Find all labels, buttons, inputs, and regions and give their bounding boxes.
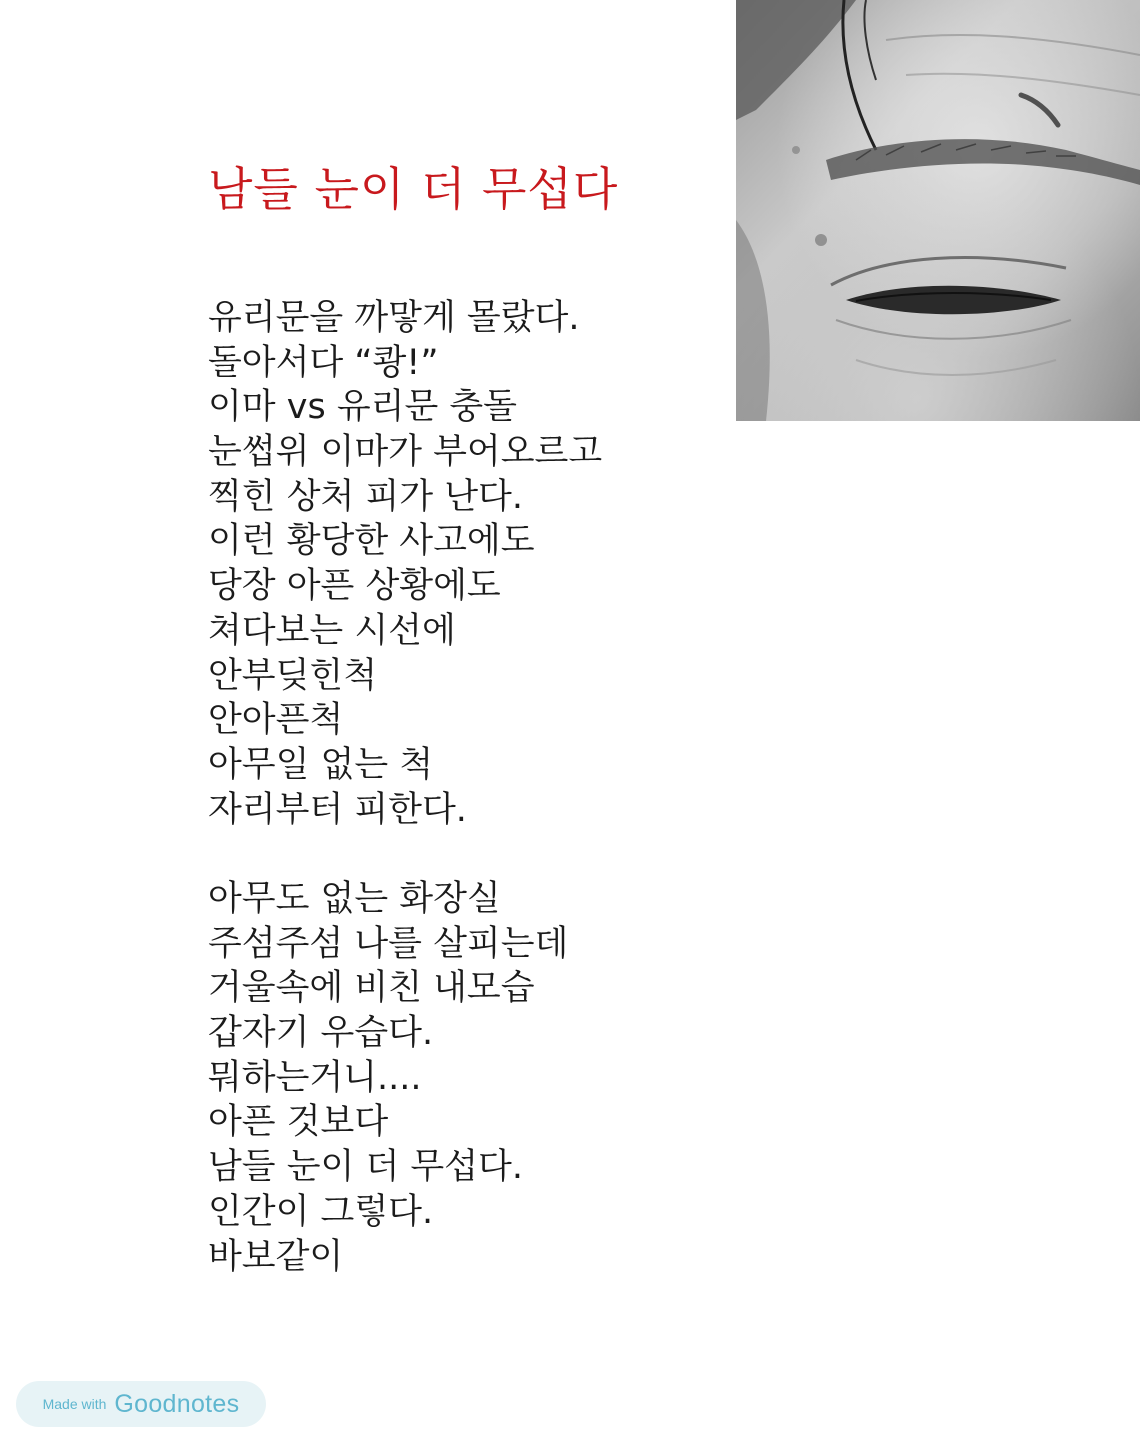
- poem-line: 거울속에 비친 내모습: [208, 968, 535, 1009]
- badge-prefix-label: Made with: [42, 1396, 107, 1412]
- closed-eye-photo: [736, 0, 1140, 421]
- poem-line: 아무일 없는 척: [208, 744, 434, 785]
- poem-title: 남들 눈이 더 무섭다: [208, 162, 619, 216]
- poem-line: 쳐다보는 시선에: [208, 610, 456, 651]
- poem-line: 갑자기 우습다.: [208, 1013, 434, 1054]
- poem-line: 바보같이: [208, 1236, 344, 1277]
- poem-stanza-1: [208, 296, 602, 832]
- poem-line: 인간이 그렇다.: [208, 1191, 434, 1232]
- poem-line: 자리부터 피한다.: [208, 789, 467, 830]
- closed-eye-illustration: [736, 0, 1140, 421]
- poem-line: 주섬주섬 나를 살피는데: [208, 923, 569, 964]
- poem-line: 아무도 없는 화장실: [208, 879, 501, 919]
- poem-line: 남들 눈이 더 무섭다.: [208, 1147, 523, 1188]
- poem-line: 이마 vs 유리문 충돌: [208, 387, 517, 428]
- poem-line: 돌아서다 “쾅!”: [208, 342, 439, 383]
- poem-line: 뭐하는거니....: [208, 1057, 422, 1098]
- poem-line: 찍힌 상처 피가 난다.: [208, 476, 523, 517]
- made-with-goodnotes-badge[interactable]: [16, 1381, 266, 1427]
- poem-line: 유리문을 까맣게 몰랐다.: [208, 298, 580, 338]
- poem-stanza-2: [208, 877, 568, 1279]
- poem-line: 안아픈척: [208, 700, 344, 741]
- goodnotes-logo: Goodnotes: [114, 1389, 240, 1418]
- poem-line: 안부딪힌척: [208, 655, 378, 696]
- poem-line: 눈썹위 이마가 부어오르고: [208, 432, 603, 473]
- poem-line: 당장 아픈 상황에도: [208, 566, 501, 607]
- poem-line: 이런 황당한 사고에도: [208, 521, 535, 562]
- poem-line: 아픈 것보다: [208, 1102, 389, 1143]
